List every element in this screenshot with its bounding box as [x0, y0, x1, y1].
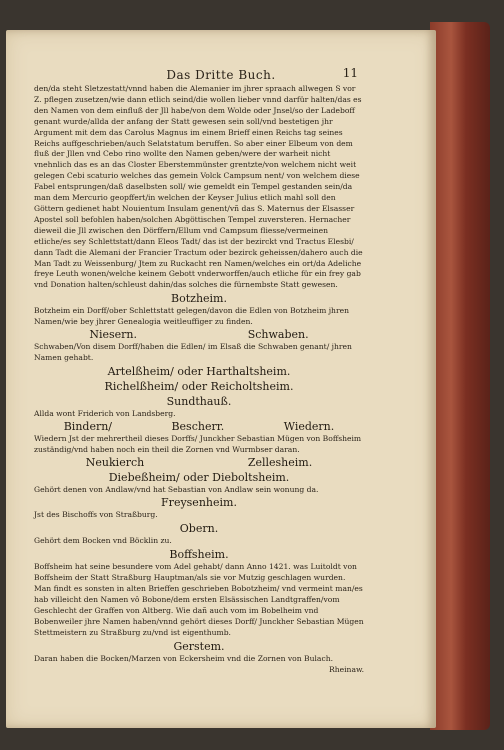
heading-niesern: Niesern.: [89, 328, 138, 342]
text-gerstem: Daran haben die Bocken/Marzen von Eckersheim vnd die Zornen von Bulach.: [34, 653, 334, 663]
heading-gerstem: Gerstem.: [173, 639, 225, 653]
heading-bescherr: Bescherr.: [171, 419, 225, 433]
text-boffsheim: Boffsheim hat seine besundere vom Adel gehabt/ dann Anno 1421. was Luitoldt von Boffsheim der Statt Straßburg Hauptman/als sie vor Mutzig geschlagen wurden. Man findt es sonsten in alten Brieffen geschrieben Bobotzheim/ vnd vermeint man/es hab villeicht den Namen vô Bobone/dem ersten Elsässischen Landtgraffen/vom Geschlecht der Graffen von Altberg. Wie dañ auch vom im Bobelheim vnd Bobenweiler jhre Namen haben/vnnd gehört dieses Dorff/ Junckher Sebastian Mügen Stettmeistern zu Straßburg zu/vnd ist eigenthumb.: [34, 562, 364, 637]
text-schwaben: Schwaben/Von disem Dorff/haben die Edlen/ im Elsaß die Schwaben genant/ jhren Namen gehabt.: [34, 342, 352, 362]
row-bindern-bescherr-wiedern: [34, 420, 364, 434]
page-body: [34, 84, 364, 675]
running-head: Das Dritte Buch.: [166, 68, 276, 82]
text-wiedern: Wiedern Jst der mehrertheil dieses Dorffs/ Junckher Sebastian Mügen von Boffsheim zuständig/vnd haben noch ein theil die Zornen vnd Wurmbser daran.: [34, 433, 362, 454]
heading-sundthaus: Sundthauß.: [166, 394, 232, 408]
catchword: Rheinaw.: [329, 664, 364, 674]
intro-paragraph: [34, 84, 364, 291]
text-botzheim: Botzheim ein Dorff/ober Schlettstatt gelegen/davon die Edlen von Botzheim jhren Namen/wie bey jhrer Genealogia weitleuffiger zu finden.: [34, 306, 349, 327]
intro-text: den/da steht Sletzestatt/vnnd haben die Alemanier im jhrer spraach allwegen S vor Z. pflegen zusetzen/wie dann etlich seind/die wollen lieber vnnd darfür halten/das es den Namen von dem einfluß der Jll habe/von dem Wolde oder Jnsel/so der Ladeboff genant wurde/allda der anfang der Statt gewesen sein soll/vnd bestetigen jhr Argument mit dem das Carolus Magnus im einem Brieff einen Reichs tag seines Reichs auffgeschrieben/auch Selatstatum beruffen. So aber einer Elbeum von dem fluß der Jllen vnd Cebo rino wollte den Namen geben/were der warheit nicht vnehnlich das es an das Closter Eberstemmünster grentzte/von welchem nicht weit gelegen Cebi scaturio welches das gemein Volck Campsum nent/ von welchem diese Fabel entsprungen/daß daselbsten soll/ wie gemeldt ein Tempel gestanden sein/da man dem Mercurio geopffert/in welchen der Keyser Julius etlich mahl soll den Göttern gedienet habt Nouientum Insulam genent/vñ das S. Maternus der Elsasser Apostel soll befohlen haben/solchen Abgöttischen Tempel zuversteren. Hernacher dieweil die Jll zwischen den Dörffern/Ellum vnd Campsum fliesse/vermeinen etliche/es sey Schlettstatt/dann Eleos Tadt/ das ist der bezirckt vnd Tractus Elesbi/ dann Tadt die Alemani der Francier Tractum oder bezirck geheissen/dahero auch die Man Tadt zu Weissenburg/ Jtem zu Ruckacht ren Namen/welches ein ort/da Adeliche freye Leuth wonen/welche keinem Gebott vnderworffen/auch etliche für ein frey gab vnd Donation halten/schleust dahin/das solches die fürnembste Statt gewesen.: [34, 84, 363, 290]
heading-freysenheim: Freysenheim.: [161, 496, 237, 510]
page-number: 11: [342, 66, 358, 80]
heading-artelsheim: Artelßheim/ oder Harthaltsheim.: [107, 364, 291, 378]
book-fore-edge: [430, 22, 490, 730]
text-diebesheim: Gehört denen von Andlaw/vnd hat Sebastian von Andlaw sein wonung da.: [34, 484, 319, 494]
heading-botzheim: Botzheim.: [171, 292, 227, 306]
heading-bindern: Bindern/: [63, 419, 113, 433]
text-sundthaus: Allda wont Friderich von Landsberg.: [34, 408, 176, 418]
heading-schwaben: Schwaben.: [247, 328, 309, 342]
row-neukierch-zellesheim: [34, 456, 364, 470]
heading-boffsheim: Boffsheim.: [169, 548, 229, 562]
heading-diebesheim: Diebeßheim/ oder Dieboltsheim.: [108, 470, 290, 484]
heading-neukierch: Neukierch: [85, 455, 145, 469]
heading-obern: Obern.: [179, 522, 219, 536]
row-niesern-schwaben: [34, 328, 364, 342]
heading-richelsheim: Richelßheim/ oder Reicholtsheim.: [104, 379, 294, 393]
text-obern: Gehört dem Bocken vnd Böcklin zu.: [34, 536, 172, 546]
book-page: [6, 30, 436, 728]
heading-zellesheim: Zellesheim.: [247, 455, 313, 469]
heading-wiedern: Wiedern.: [283, 419, 335, 433]
text-freysenheim: Jst des Bischoffs von Straßburg.: [34, 510, 158, 520]
